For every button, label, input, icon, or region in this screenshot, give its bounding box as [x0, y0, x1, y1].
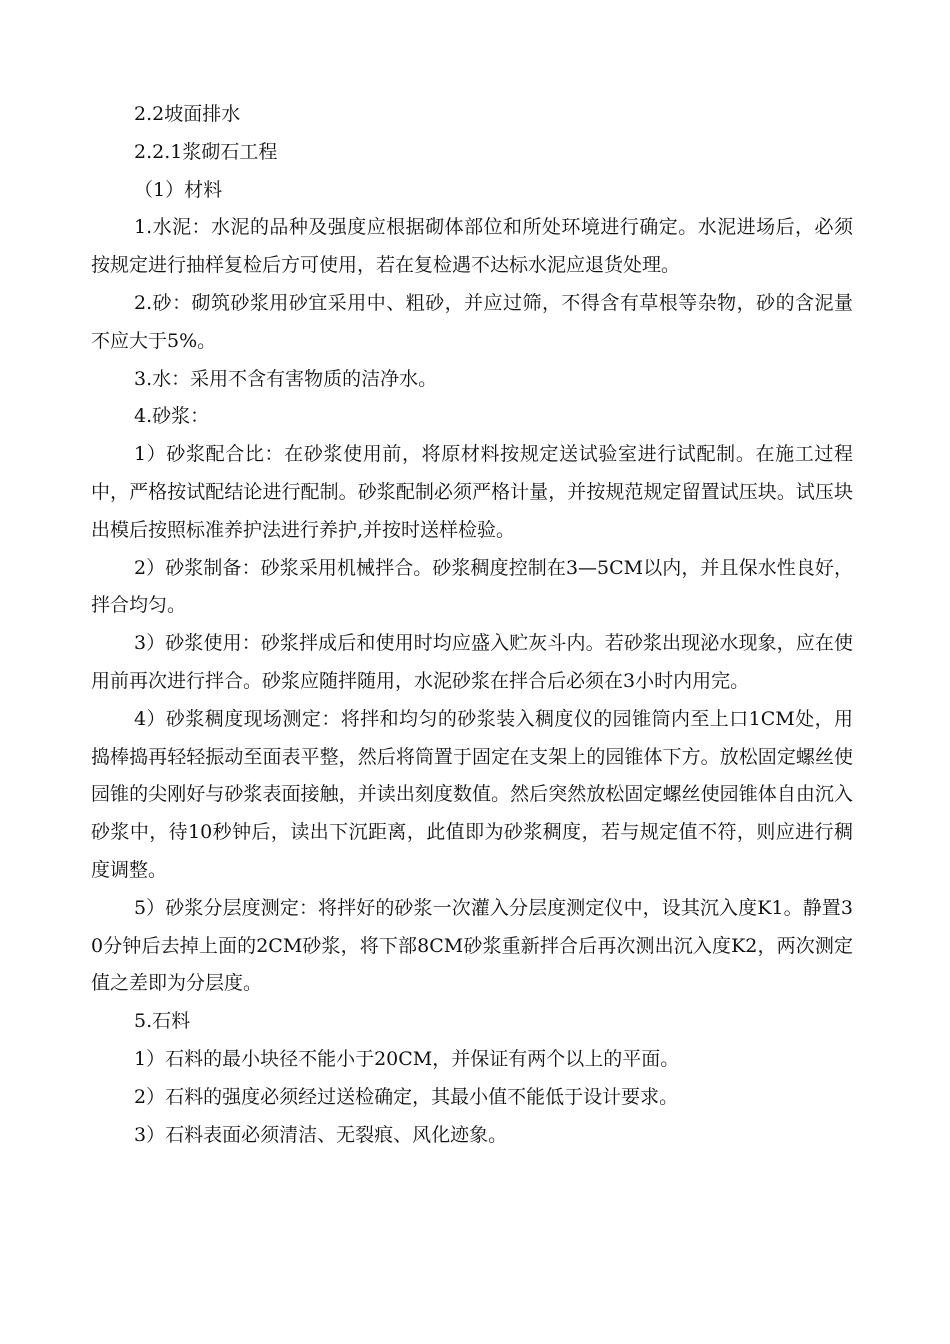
paragraph-mortar-usage: 3）砂浆使用：砂浆拌成后和使用时均应盛入贮灰斗内。若砂浆出现泌水现象，应在使用前再次进行拌合。砂浆应随拌随用，水泥砂浆在拌合后必须在3小时内用完。 [91, 632, 853, 692]
heading-mortar: 4.砂浆： [134, 405, 210, 428]
paragraph-stone-surface: 3）石料表面必须清洁、无裂痕、风化迹象。 [134, 1123, 508, 1146]
paragraph-cement: 1.水泥：水泥的品种及强度应根据砌体部位和所处环境进行确定。水泥进场后，必须按规定进行抽样复检后方可使用，若在复检遇不达标水泥应退货处理。 [91, 216, 853, 277]
paragraph-water: 3.水：采用不含有害物质的洁净水。 [134, 367, 438, 390]
document-body [91, 96, 853, 1154]
paragraph-mortar-stratification-test: 5）砂浆分层度测定：将拌好的砂浆一次灌入分层度测定仪中，设其沉入度K1。静置30分钟后去掉上面的2CM砂浆，将下部8CM砂浆重新拌合后再次测出沉入度K2，两次测定值之差即为分层度。 [91, 896, 853, 995]
heading-section-2-2: 2.2坡面排水 [134, 103, 241, 125]
paragraph-stone-size: 1）石料的最小块径不能小于20CM，并保证有两个以上的平面。 [134, 1047, 680, 1070]
paragraph-mortar-mix-ratio: 1）砂浆配合比：在砂浆使用前，将原材料按规定送试验室进行试配制。在施工过程中，严格按试配结论进行配制。砂浆配制必须严格计量，并按规范规定留置试压块。试压块出模后按照标准养护法进行养护,并按时送样检验。 [91, 443, 853, 541]
paragraph-mortar-preparation: 2）砂浆制备：砂浆采用机械拌合。砂浆稠度控制在3—5CM以内，并且保水性良好，拌合均匀。 [91, 556, 853, 617]
paragraph-mortar-consistency-test: 4）砂浆稠度现场测定：将拌和均匀的砂浆装入稠度仪的园锥筒内至上口1CM处，用捣棒捣再轻轻振动至面表平整，然后将筒置于固定在支架上的园锥体下方。放松固定螺丝使园锥的尖刚好与砂浆表面接触，并读出刻度数值。然后突然放松固定螺丝使园锥体自由沉入砂浆中，待10秒钟后，读出下沉距离，此值即为砂浆稠度，若与规定值不符，则应进行稠度调整。 [91, 707, 853, 881]
heading-stone: 5.石料 [134, 1010, 191, 1033]
paragraph-stone-strength: 2）石料的强度必须经过送检确定，其最小值不能低于设计要求。 [134, 1085, 679, 1108]
heading-materials: （1）材料 [134, 178, 223, 201]
heading-section-2-2-1: 2.2.1浆砌石工程 [134, 140, 278, 163]
paragraph-sand: 2.砂：砌筑砂浆用砂宜采用中、粗砂，并应过筛，不得含有草根等杂物，砂的含泥量不应大于5%。 [91, 291, 853, 352]
